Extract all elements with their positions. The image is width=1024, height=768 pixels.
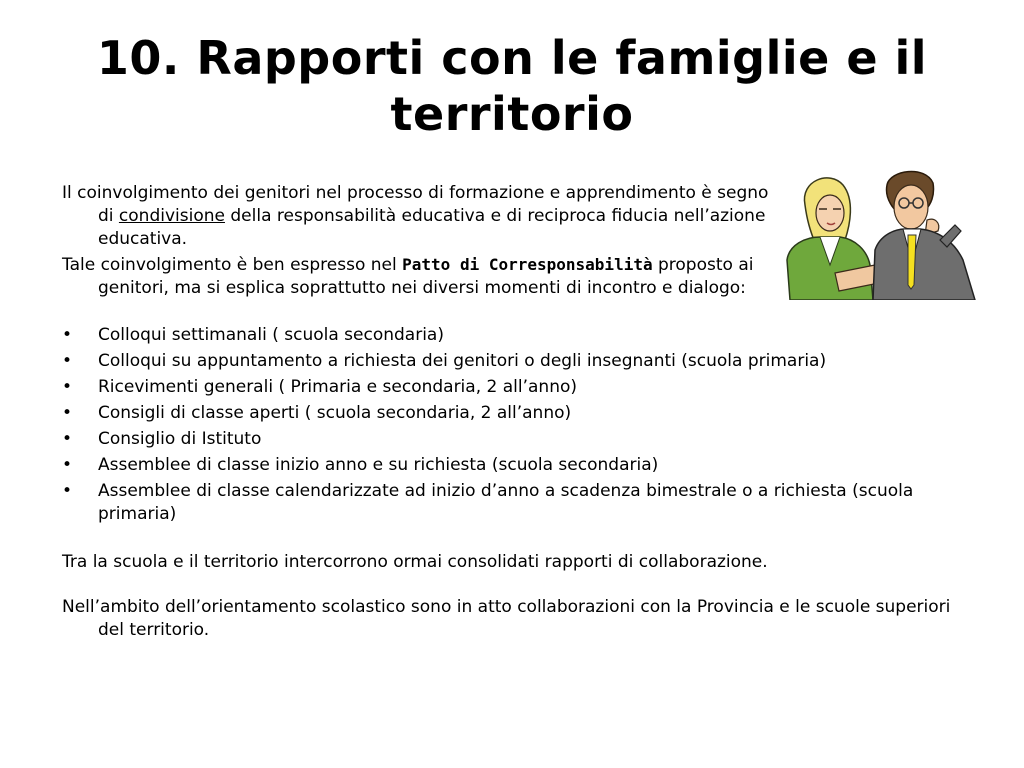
- intro-2-text-before: Tale coinvolgimento è ben espresso nel: [62, 255, 403, 275]
- list-item-text: Ricevimenti generali ( Primaria e secondaria, 2 all’anno): [98, 377, 577, 397]
- intro-paragraph-2: [62, 253, 778, 300]
- list-item-text: Consigli di classe aperti ( scuola secondaria, 2 all’anno): [98, 403, 572, 423]
- list-item: [62, 428, 972, 451]
- list-item-text: Assemblee di classe calendarizzate ad inizio d’anno a scadenza bimestrale o a richiesta (scuola primaria): [98, 481, 914, 524]
- slide-title: 10. Rapporti con le famiglie e il territorio: [96, 31, 928, 141]
- intro-1-text-after: della responsabilità educativa e di reciproca fiducia nell’azione educativa.: [98, 206, 766, 249]
- bullet-icon: •: [62, 351, 73, 371]
- bullet-icon: •: [62, 481, 73, 501]
- list-item: [62, 350, 972, 373]
- condivisione-underlined: condivisione: [118, 206, 225, 226]
- bullet-icon: •: [62, 325, 73, 345]
- closing-paragraph-2: Nell’ambito dell’orientamento scolastico sono in atto collaborazioni con la Provincia e le scuole superiori del territorio.: [62, 597, 951, 640]
- list-item: [62, 454, 972, 477]
- closing-paragraph-1: Tra la scuola e il territorio intercorrono ormai consolidati rapporti di collaborazione.: [62, 552, 768, 572]
- list-item: [62, 376, 972, 399]
- meeting-list: [62, 324, 972, 526]
- list-item: [62, 402, 972, 425]
- bullet-icon: •: [62, 455, 73, 475]
- intro-2-text-after: proposto ai genitori, ma si esplica soprattutto nei diversi momenti di incontro e dialogo:: [98, 255, 754, 298]
- list-item-text: Colloqui settimanali ( scuola secondaria): [98, 325, 444, 345]
- bullet-icon: •: [62, 429, 73, 449]
- slide-body: [62, 182, 972, 642]
- spacer: [62, 529, 972, 551]
- spacer: [62, 300, 972, 324]
- patto-bold: Patto di Corresponsabilità: [402, 255, 653, 274]
- intro-paragraph-1: [62, 182, 778, 251]
- list-item: [62, 480, 972, 526]
- list-item-text: Assemblee di classe inizio anno e su richiesta (scuola secondaria): [98, 455, 659, 475]
- bullet-icon: •: [62, 377, 73, 397]
- list-item-text: Consiglio di Istituto: [98, 429, 262, 449]
- spacer: [62, 574, 972, 596]
- list-item: [62, 324, 972, 347]
- list-item-text: Colloqui su appuntamento a richiesta dei genitori o degli insegnanti (scuola primaria): [98, 351, 827, 371]
- bullet-icon: •: [62, 403, 73, 423]
- intro-1-text-before: Il coinvolgimento dei genitori nel processo di formazione e apprendimento è segno di: [62, 183, 769, 226]
